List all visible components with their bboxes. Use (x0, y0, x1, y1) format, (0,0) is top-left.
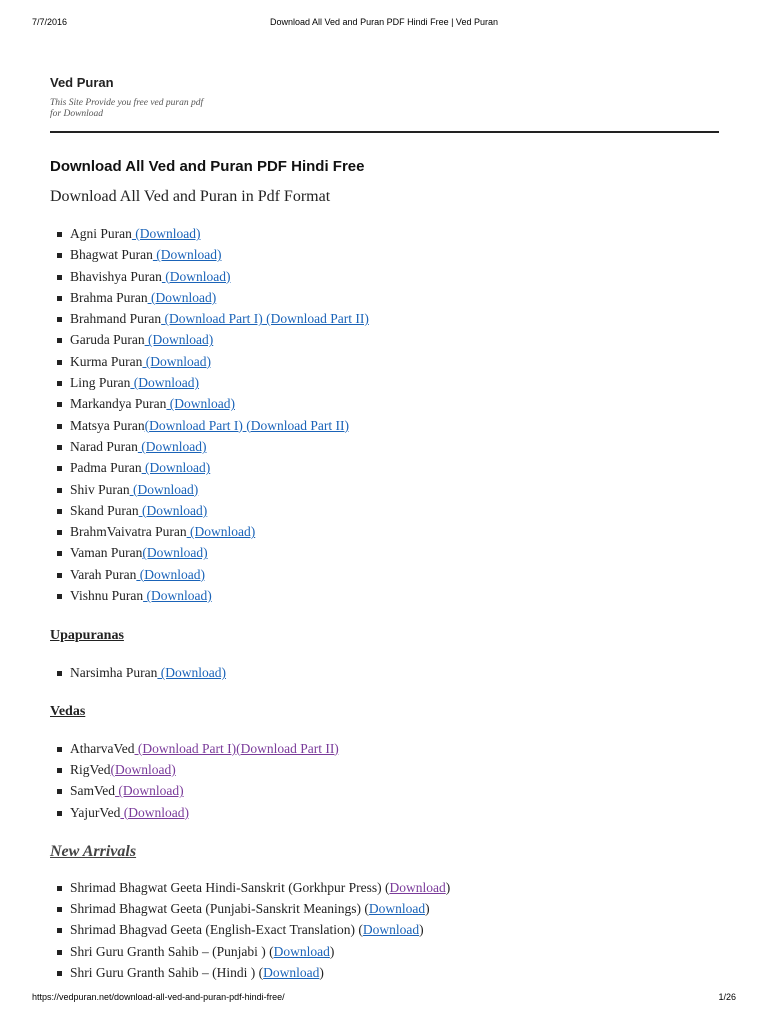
item-name: BrahmVaivatra Puran (70, 524, 187, 540)
post-content (50, 157, 720, 983)
download-link[interactable]: (Download Part I) (161, 311, 263, 327)
list-item (50, 244, 720, 265)
download-link[interactable]: (Download) (137, 438, 207, 454)
download-link[interactable]: (Download) (143, 588, 212, 604)
download-link[interactable]: (Download Part II) (262, 311, 369, 327)
post-subtitle: Download All Ved and Puran in Pdf Format (50, 188, 331, 205)
site-title-link[interactable]: Ved Puran (50, 75, 114, 90)
list-item (50, 877, 720, 898)
post-title: Download All Ved and Puran PDF Hindi Free (50, 158, 365, 175)
list-item (50, 962, 720, 983)
item-suffix: ) (329, 943, 335, 959)
list-item (50, 662, 720, 683)
item-name: Shri Guru Granth Sahib – (Hindi ) ( (70, 965, 264, 981)
download-link[interactable]: (Download) (142, 545, 208, 561)
puran-list (50, 223, 720, 606)
upapuranas-heading: Upapuranas (50, 628, 124, 644)
item-name: Ling Puran (70, 375, 131, 391)
item-name: Padma Puran (70, 460, 142, 476)
print-header (32, 17, 736, 31)
list-item (50, 223, 720, 244)
item-name: Matsya Puran (70, 417, 145, 433)
header-divider (50, 131, 719, 133)
item-name: Narad Puran (70, 438, 138, 454)
download-link[interactable]: (Download) (131, 226, 201, 241)
item-name: Shiv Puran (70, 481, 130, 497)
download-link[interactable]: (Download) (166, 396, 235, 412)
print-date: 7/7/2016 (32, 17, 68, 27)
site-header (50, 74, 720, 120)
list-item (50, 308, 720, 329)
list-item (50, 521, 720, 542)
list-item (50, 919, 720, 940)
item-name: Vishnu Puran (70, 588, 144, 604)
new-arrivals-heading: New Arrivals (50, 842, 137, 860)
item-name: Garuda Puran (70, 332, 145, 348)
item-name: Agni Puran (70, 226, 132, 241)
download-link[interactable]: (Download Part I)(Download Part II) (134, 740, 339, 756)
item-suffix: ) (425, 901, 430, 917)
site-tagline: This Site Provide you free ved puran pdf for Download (50, 98, 204, 119)
item-name: RigVed (70, 761, 111, 777)
item-name: Narsimha Puran (70, 665, 158, 681)
item-name: Bhavishya Puran (70, 268, 162, 284)
print-document-title: Download All Ved and Puran PDF Hindi Free | Ved Puran (270, 17, 498, 27)
list-item (50, 436, 720, 457)
print-page-number: 1/26 (718, 992, 736, 1002)
download-link[interactable]: (Download) (120, 804, 189, 820)
upapurana-list (50, 662, 720, 683)
download-link[interactable]: (Download) (144, 332, 214, 348)
download-link[interactable]: Download (389, 879, 446, 895)
list-item (50, 898, 720, 919)
download-link[interactable]: (Download Part I) (144, 417, 243, 433)
list-item (50, 372, 720, 393)
download-link[interactable]: (Download) (152, 247, 222, 263)
print-footer (32, 992, 736, 1006)
item-suffix: ) (445, 879, 451, 895)
download-link[interactable]: (Download) (129, 481, 199, 497)
download-link[interactable]: (Download) (110, 761, 176, 777)
list-item (50, 457, 720, 478)
list-item (50, 329, 720, 350)
item-name: Varah Puran (70, 566, 137, 582)
item-name: AtharvaVed (70, 740, 135, 756)
item-name: Shrimad Bhagwat Geeta Hindi-Sanskrit (Gorkhpur Press) ( (70, 879, 390, 895)
item-name: Shrimad Bhagvad Geeta (English-Exact Translation) ( (70, 922, 363, 938)
list-item (50, 802, 720, 823)
list-item (50, 738, 720, 759)
download-link[interactable]: (Download) (142, 353, 211, 369)
item-suffix: ) (319, 965, 324, 981)
item-name: Vaman Puran (70, 545, 143, 561)
download-link[interactable]: (Download) (138, 502, 208, 518)
list-item (50, 542, 720, 563)
item-suffix: ) (419, 922, 424, 938)
list-item (50, 780, 720, 801)
item-name: Skand Puran (70, 502, 139, 518)
download-link[interactable]: Download (273, 943, 330, 959)
item-name: Markandya Puran (70, 396, 167, 412)
veda-list (50, 738, 720, 823)
list-item (50, 351, 720, 372)
list-item (50, 266, 720, 287)
download-link[interactable]: (Download Part II) (242, 417, 349, 433)
download-link[interactable]: (Download) (136, 566, 205, 582)
list-item (50, 585, 720, 606)
list-item (50, 564, 720, 585)
item-name: Kurma Puran (70, 353, 143, 369)
download-link[interactable]: (Download) (141, 460, 211, 476)
new-arrivals-list (50, 877, 720, 983)
download-link[interactable]: (Download) (147, 289, 217, 305)
list-item (50, 393, 720, 414)
list-item (50, 415, 720, 436)
item-name: Bhagwat Puran (70, 247, 153, 263)
item-name: Brahma Puran (70, 289, 148, 305)
list-item (50, 479, 720, 500)
download-link[interactable]: (Download) (157, 665, 226, 681)
download-link[interactable]: Download (368, 901, 426, 917)
download-link[interactable]: (Download) (186, 524, 256, 540)
download-link[interactable]: (Download) (161, 268, 231, 284)
item-name: Shri Guru Granth Sahib – (Punjabi ) ( (70, 943, 274, 959)
vedas-heading: Vedas (50, 703, 86, 719)
list-item (50, 287, 720, 308)
list-item (50, 759, 720, 780)
download-link[interactable]: (Download) (130, 375, 199, 391)
download-link[interactable]: (Download) (115, 783, 184, 799)
list-item (50, 500, 720, 521)
print-url: https://vedpuran.net/download-all-ved-and-puran-pdf-hindi-free/ (32, 992, 285, 1002)
download-link[interactable]: Download (263, 965, 320, 981)
list-item (50, 941, 720, 962)
item-name: SamVed (70, 783, 115, 799)
download-link[interactable]: Download (362, 922, 420, 938)
item-name: YajurVed (70, 804, 121, 820)
item-name: Shrimad Bhagwat Geeta (Punjabi-Sanskrit Meanings) ( (70, 901, 369, 917)
item-name: Brahmand Puran (70, 311, 162, 327)
